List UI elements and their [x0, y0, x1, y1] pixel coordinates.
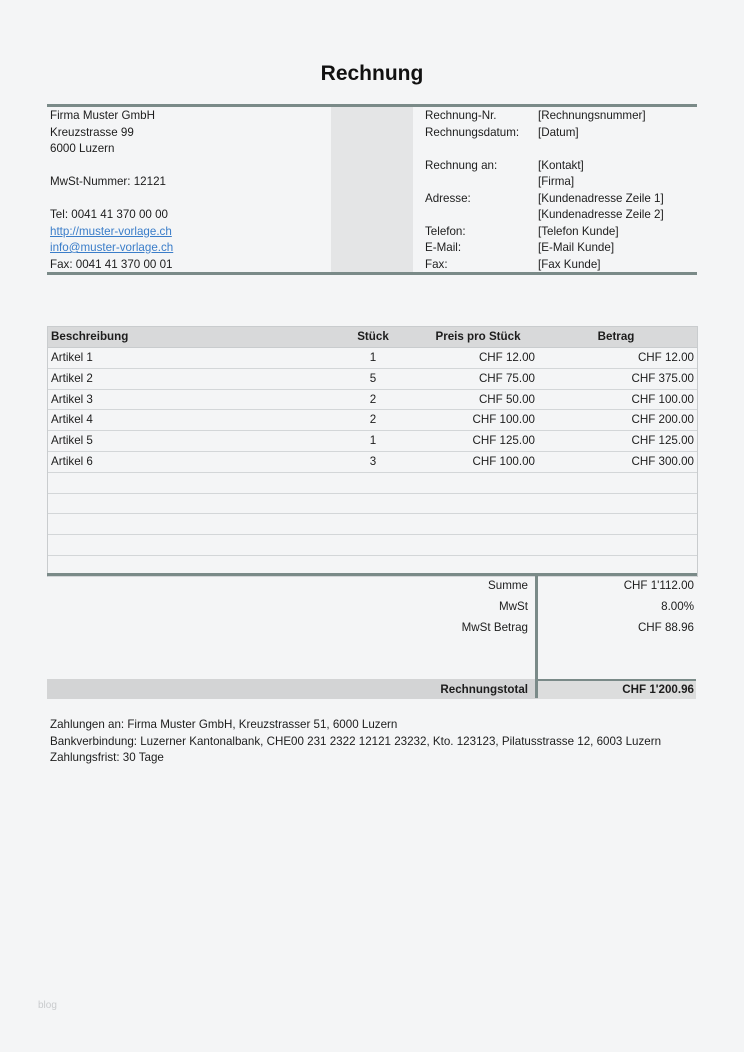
cell-quantity: 1: [369, 434, 377, 448]
invoice-number-value: [Rechnungsnummer]: [538, 109, 646, 122]
header-description: Beschreibung: [51, 330, 129, 343]
sender-email-link[interactable]: info@muster-vorlage.ch: [50, 241, 174, 254]
invoice-email-label: E-Mail:: [425, 241, 462, 254]
invoice-address-line2: [Kundenadresse Zeile 2]: [538, 208, 664, 221]
cell-quantity: 3: [369, 454, 377, 468]
cell-quantity: 2: [369, 392, 377, 406]
header-unit-price: Preis pro Stück: [435, 330, 521, 343]
cell-unit-price: CHF 50.00: [478, 392, 535, 406]
table-row: [48, 494, 697, 515]
invoice-date-label: Rechnungsdatum:: [425, 126, 520, 139]
payment-recipient: Zahlungen an: Firma Muster GmbH, Kreuzstrasser 51, 6000 Luzern: [50, 718, 398, 731]
summary-separator: [535, 576, 538, 698]
page-title: Rechnung: [320, 62, 424, 85]
sender-city: 6000 Luzern: [50, 142, 115, 155]
invoice-company-value: [Firma]: [538, 175, 575, 188]
header-quantity: Stück: [357, 330, 389, 343]
cell-description: Artikel 6: [51, 454, 93, 468]
items-table: [47, 326, 698, 577]
table-row: [48, 535, 697, 556]
table-row: [48, 348, 697, 369]
cell-amount: CHF 375.00: [631, 371, 694, 385]
invoice-email-value: [E-Mail Kunde]: [538, 241, 615, 254]
sender-street: Kreuzstrasse 99: [50, 126, 134, 139]
invoice-date-value: [Datum]: [538, 126, 579, 139]
items-table-header: [48, 326, 697, 348]
watermark: blog: [38, 1000, 57, 1011]
header-gray-band: [331, 107, 413, 272]
sender-phone: Tel: 0041 41 370 00 00: [50, 208, 168, 221]
sender-company: Firma Muster GmbH: [50, 109, 155, 122]
cell-amount: CHF 200.00: [631, 413, 694, 427]
invoice-to-label: Rechnung an:: [425, 159, 498, 172]
cell-description: Artikel 3: [51, 392, 93, 406]
vat-value: 8.00%: [661, 600, 694, 613]
table-row: [48, 431, 697, 452]
payment-terms: Zahlungsfrist: 30 Tage: [50, 751, 164, 764]
cell-description: Artikel 2: [51, 371, 93, 385]
cell-amount: CHF 300.00: [631, 454, 694, 468]
cell-unit-price: CHF 100.00: [472, 413, 535, 427]
table-row: [48, 473, 697, 494]
vat-amount-label: MwSt Betrag: [461, 621, 528, 634]
sender-website-link[interactable]: http://muster-vorlage.ch: [50, 225, 172, 238]
sender-vat-number: MwSt-Nummer: 12121: [50, 175, 166, 188]
table-row: [48, 410, 697, 431]
table-row: [48, 452, 697, 473]
table-bottom-rule: [47, 573, 697, 576]
cell-unit-price: CHF 125.00: [472, 434, 535, 448]
table-row: [48, 390, 697, 411]
invoice-address-line1: [Kundenadresse Zeile 1]: [538, 192, 664, 205]
vat-amount-value: CHF 88.96: [637, 621, 694, 634]
items-table-body: [48, 348, 697, 577]
invoice-fax-label: Fax:: [425, 258, 448, 271]
cell-amount: CHF 12.00: [637, 351, 694, 364]
invoice-number-label: Rechnung-Nr.: [425, 109, 497, 122]
invoice-contact-value: [Kontakt]: [538, 159, 584, 172]
cell-quantity: 5: [369, 371, 377, 385]
table-row: [48, 514, 697, 535]
cell-description: Artikel 4: [51, 413, 93, 427]
table-row: [48, 369, 697, 390]
sum-label: Summe: [488, 579, 528, 592]
invoice-fax-value: [Fax Kunde]: [538, 258, 601, 271]
total-value: CHF 1'200.96: [622, 683, 694, 696]
cell-description: Artikel 1: [51, 351, 93, 364]
header-amount: Betrag: [597, 330, 635, 343]
cell-unit-price: CHF 75.00: [478, 371, 535, 385]
cell-unit-price: CHF 100.00: [472, 454, 535, 468]
invoice-phone-label: Telefon:: [425, 225, 466, 238]
total-label: Rechnungstotal: [440, 683, 528, 696]
invoice-phone-value: [Telefon Kunde]: [538, 225, 619, 238]
cell-unit-price: CHF 12.00: [478, 351, 535, 364]
cell-amount: CHF 125.00: [631, 434, 694, 448]
bank-details: Bankverbindung: Luzerner Kantonalbank, CHE00 231 2322 12121 23232, Kto. 123123, Pilatusstrasse 12, 6003 Luzern: [50, 735, 662, 748]
invoice-address-label: Adresse:: [425, 192, 471, 205]
cell-description: Artikel 5: [51, 434, 93, 448]
cell-quantity: 1: [369, 351, 377, 364]
vat-label: MwSt: [499, 600, 528, 613]
cell-amount: CHF 100.00: [631, 392, 694, 406]
sender-fax: Fax: 0041 41 370 00 01: [50, 258, 173, 271]
sum-value: CHF 1'112.00: [623, 579, 694, 592]
cell-quantity: 2: [369, 413, 377, 427]
